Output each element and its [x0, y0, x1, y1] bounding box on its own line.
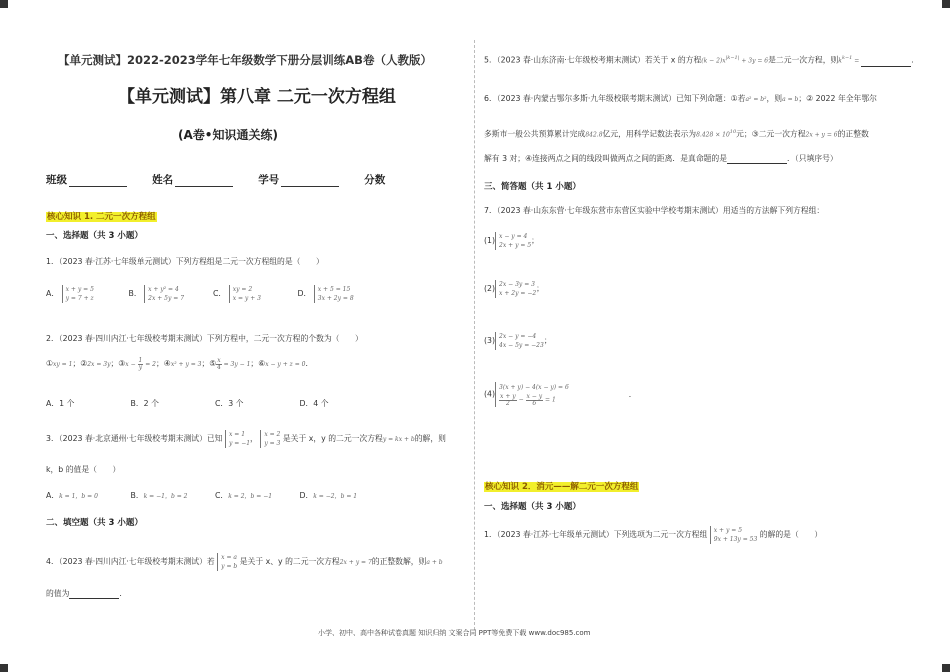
q2-option-d[interactable]: D．4 个	[299, 399, 329, 408]
score-field[interactable]: 分数	[364, 174, 386, 186]
q1-option-b[interactable]: B． x + y² = 4 2x + 5y = 7	[128, 286, 185, 302]
q3-option-a[interactable]: A．k = 1，b = 0	[46, 491, 98, 500]
class-field[interactable]: 班级	[46, 172, 127, 187]
question-2-stem: 2．（2023 春·四川内江·七年级校考期末测试）下列方程中，二元一次方程的个数为（ ）	[46, 334, 363, 343]
q2-option-a[interactable]: A．1 个	[46, 399, 75, 408]
question-8-stem: 1．（2023 春·江苏·七年级单元测试）下列选项为二元一次方程组 x + y = 5 9x + 13y = 53 的解的是（ ）	[484, 527, 823, 543]
q3-option-d[interactable]: D．k = −2，b = 1	[299, 491, 358, 500]
question-7-stem: 7．（2023 春·山东东营·七年级东营市东营区实验中学校考期末测试）用适当的方法解下列方程组：	[484, 206, 825, 215]
question-6-line1: 6．（2023 春·内蒙古鄂尔多斯·九年级校联考期末测试）已知下列命题：①若a² = b²，则a = b；② 2022 年全年鄂尔	[484, 94, 877, 103]
question-3-line2: k，b 的值是（ ）	[46, 465, 121, 474]
doc-top-line: 【单元测试】2022-2023学年七年级数学下册分层训练AB卷（人教版）	[58, 53, 432, 67]
page-subtitle: (A卷•知识通关练)	[178, 128, 278, 142]
q2-option-c[interactable]: C．3 个	[214, 399, 244, 408]
q7-part-4: (4)3(x + y) − 4(x − y) = 6 $\frac{x + y}{2} - \frac{x - y}{6} = 1$．	[484, 384, 637, 407]
q5-answer-blank[interactable]	[861, 58, 911, 67]
student-id-field[interactable]: 学号	[258, 172, 339, 187]
q1-option-a[interactable]: A． x + y = 5 y = 7 + z	[46, 286, 94, 302]
knowledge-heading-2: 核心知识 2．消元——解二元一次方程组	[485, 482, 639, 492]
question-3-stem: 3．（2023 春·北京通州·七年级校考期末测试）已知 x = 1 y = −1， x = 2 y = 3 是关于 x，y 的二元一次方程y = kx + b的解，则	[46, 431, 446, 447]
column-divider	[474, 40, 475, 630]
question-2-equations: ①xy = 1；②2x = 3y；③x − $\frac{1}{y} = 2$；④x² + y = 3；$⑤\frac{x}{4} = 3y - 1$；⑥x − y + z = 0．	[46, 357, 314, 371]
corner-mark	[0, 664, 8, 672]
q7-part-1: (1) x − y = 4 2x + y = 5；	[484, 233, 539, 249]
corner-mark	[942, 664, 950, 672]
corner-mark	[942, 0, 950, 8]
question-2-options	[46, 398, 329, 409]
page-footer: 小学、初中、高中各种试卷真题 知识归纳 文案合同 PPT等免费下载 www.doc985.com	[318, 629, 591, 637]
q1-option-c[interactable]: C． xy = 2 x = y + 3	[212, 286, 261, 302]
question-6-line2: 多斯市一般公共预算累计完成842.8亿元，用科学记数法表示为$8.428 \times 10^{10}$元；③二元一次方程2x + y = 6的正整数	[484, 129, 869, 139]
q3-option-c[interactable]: C．k = 2，b = −1	[214, 491, 273, 500]
section-heading-fill: 二、填空题（共 3 小题）	[46, 518, 143, 528]
q7-part-2: (2) 2x − 3y = 3 x + 2y = −2；	[484, 281, 544, 297]
q3-option-b[interactable]: B．k = −1，b = 2	[130, 491, 188, 500]
corner-mark	[0, 0, 8, 8]
section-heading-short-answer: 三、简答题（共 1 小题）	[484, 182, 581, 192]
q4-answer-blank[interactable]	[69, 590, 119, 599]
section-heading-choice-2: 一、选择题（共 3 小题）	[484, 502, 581, 512]
question-1-stem: 1．（2023 春·江苏·七年级单元测试）下列方程组是二元一次方程组的是（ ）	[46, 257, 324, 266]
name-field[interactable]: 姓名	[152, 172, 233, 187]
q2-option-b[interactable]: B．2 个	[130, 399, 159, 408]
q6-answer-blank[interactable]	[727, 155, 787, 164]
q1-option-d[interactable]: D． x + 5 = 15 3x + 2y = 8	[297, 286, 354, 302]
question-5-stem: 5．（2023 春·山东济南·七年级校考期末测试）若关于 x 的方程$(k - 2)x^{|k-1|} + 3y = 6$是二元一次方程，则$k^{k-1}$ = ．	[484, 55, 919, 65]
knowledge-heading-1: 核心知识 1. 二元一次方程组	[47, 212, 156, 222]
question-4-stem: 4．（2023 春·四川内江·七年级校考期末测试）若 x = a y = b 是关于 x、y 的二元一次方程2x + y = 7的正整数解，则a + b	[46, 554, 443, 570]
student-info-fields	[46, 168, 405, 187]
question-1-options	[46, 285, 379, 303]
page-title: 【单元测试】第八章 二元一次方程组	[118, 87, 396, 107]
question-6-line3: 解有 3 对；④连接两点之间的线段叫做两点之间的距离．是真命题的是 ．（只填序号）	[484, 154, 838, 163]
q7-part-3: (3) 2x − y = −4 4x − 5y = −23；	[484, 333, 552, 349]
question-3-options	[46, 490, 357, 501]
section-heading-choice: 一、选择题（共 3 小题）	[46, 231, 143, 241]
question-4-line2: 的值为 ．	[46, 589, 128, 598]
